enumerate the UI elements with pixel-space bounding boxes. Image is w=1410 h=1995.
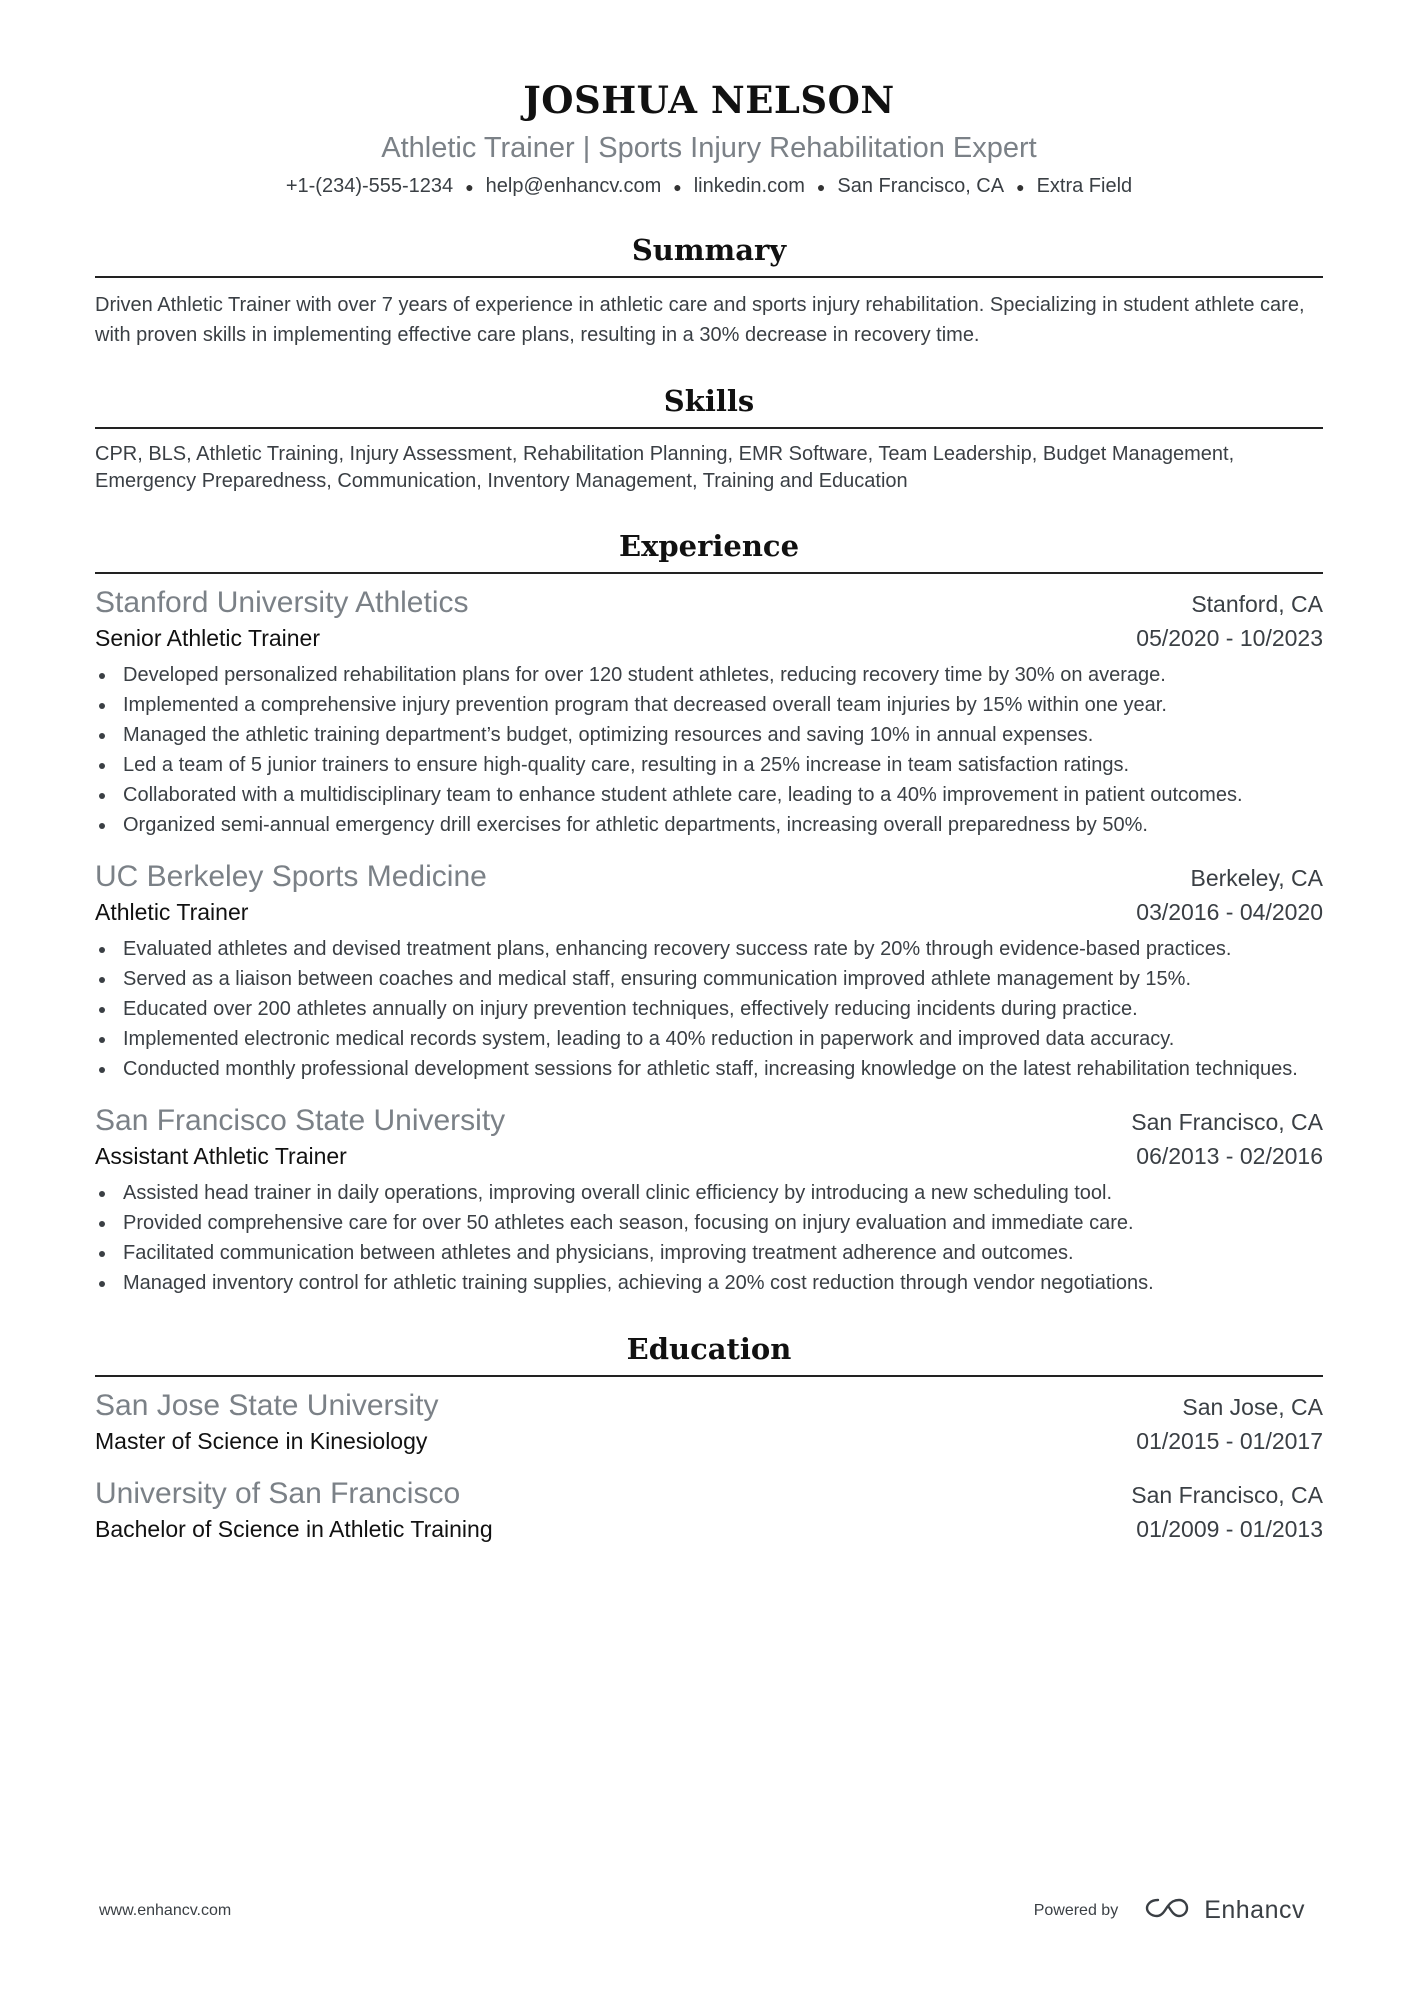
bullet-separator: ● bbox=[1016, 179, 1025, 196]
achievement-item: Assisted head trainer in daily operations, improving overall clinic efficiency by introducing a new scheduling tool. bbox=[95, 1178, 1323, 1208]
enhancv-brand-name: Enhancv bbox=[1204, 1896, 1305, 1924]
achievement-item: Served as a liaison between coaches and medical staff, ensuring communication improved athlete management by 15%. bbox=[95, 964, 1323, 994]
experience-section bbox=[95, 529, 1323, 1298]
job-dates: 06/2013 - 02/2016 bbox=[1136, 1142, 1323, 1169]
employer-name: San Francisco State University bbox=[95, 1103, 506, 1137]
employer-name: Stanford University Athletics bbox=[95, 585, 469, 619]
education-section bbox=[95, 1332, 1323, 1545]
powered-by-block bbox=[1034, 1896, 1305, 1925]
job-title: Athletic Trainer bbox=[95, 898, 249, 925]
experience-entry bbox=[95, 584, 1323, 840]
school-name: San Jose State University bbox=[95, 1388, 439, 1422]
summary-section bbox=[95, 233, 1323, 350]
achievement-item: Managed inventory control for athletic training supplies, achieving a 20% cost reduction through vendor negotiations. bbox=[95, 1268, 1323, 1298]
degree-title: Bachelor of Science in Athletic Training bbox=[95, 1515, 493, 1542]
achievement-item: Managed the athletic training department’s budget, optimizing resources and saving 10% in annual expenses. bbox=[95, 720, 1323, 750]
employer-location: San Francisco, CA bbox=[1131, 1108, 1323, 1135]
achievement-item: Conducted monthly professional development sessions for athletic staff, increasing knowledge on the latest rehabilitation techniques. bbox=[95, 1054, 1323, 1084]
skills-section bbox=[95, 384, 1323, 495]
experience-entry bbox=[95, 1102, 1323, 1298]
achievement-item: Collaborated with a multidisciplinary team to enhance student athlete care, leading to a 40% improvement in patient outcomes. bbox=[95, 780, 1323, 810]
achievement-item: Organized semi-annual emergency drill exercises for athletic departments, increasing overall preparedness by 50%. bbox=[95, 810, 1323, 840]
bullet-separator: ● bbox=[816, 179, 826, 196]
achievement-list bbox=[95, 1178, 1323, 1298]
degree-title: Master of Science in Kinesiology bbox=[95, 1427, 428, 1454]
job-dates: 03/2016 - 04/2020 bbox=[1136, 898, 1323, 925]
education-entry bbox=[95, 1475, 1323, 1545]
skills-text: CPR, BLS, Athletic Training, Injury Assessment, Rehabilitation Planning, EMR Software, Team Leadership, Budget Management, Emergency Preparedness, Communication, Inventory Management, Training and Education bbox=[95, 443, 1235, 493]
school-location: San Francisco, CA bbox=[1131, 1481, 1323, 1508]
achievement-item: Educated over 200 athletes annually on injury prevention techniques, effectively reducing incidents during practice. bbox=[95, 994, 1323, 1024]
achievement-item: Provided comprehensive care for over 50 athletes each season, focusing on injury evaluation and immediate care. bbox=[95, 1208, 1323, 1238]
achievement-list bbox=[95, 934, 1323, 1084]
resume-header bbox=[95, 80, 1323, 199]
school-name: University of San Francisco bbox=[95, 1476, 461, 1510]
employer-location: Berkeley, CA bbox=[1190, 864, 1323, 891]
achievement-item: Evaluated athletes and devised treatment plans, enhancing recovery success rate by 20% through evidence-based practices. bbox=[95, 934, 1323, 964]
footer-website-link[interactable]: www.enhancv.com bbox=[99, 1901, 232, 1919]
candidate-name: JOSHUA NELSON bbox=[523, 78, 895, 122]
achievement-item: Developed personalized rehabilitation plans for over 120 student athletes, reducing recovery time by 30% on average. bbox=[95, 660, 1323, 690]
contact-linkedin[interactable]: linkedin.com bbox=[693, 175, 805, 198]
enhancv-logo-icon bbox=[1144, 1896, 1190, 1925]
contact-location: San Francisco, CA bbox=[837, 175, 1005, 198]
section-title-skills: Skills bbox=[95, 384, 1323, 429]
achievement-item: Led a team of 5 junior trainers to ensure high-quality care, resulting in a 25% increase in team satisfaction ratings. bbox=[95, 750, 1323, 780]
contact-extra-field: Extra Field bbox=[1036, 175, 1133, 198]
job-title: Senior Athletic Trainer bbox=[95, 624, 321, 651]
section-title-experience: Experience bbox=[95, 529, 1323, 574]
employer-name: UC Berkeley Sports Medicine bbox=[95, 859, 487, 893]
summary-text: Driven Athletic Trainer with over 7 years of experience in athletic care and sports injury rehabilitation. Specializing in student athlete care, with proven skills in implementing effective care plans, resulting in a 30% decrease in recovery time. bbox=[95, 294, 1305, 347]
section-title-summary: Summary bbox=[95, 233, 1323, 278]
job-title: Assistant Athletic Trainer bbox=[95, 1142, 347, 1169]
achievement-item: Implemented a comprehensive injury prevention program that decreased overall team injuries by 15% within one year. bbox=[95, 690, 1323, 720]
education-dates: 01/2015 - 01/2017 bbox=[1136, 1427, 1323, 1454]
powered-by-label: Powered by bbox=[1033, 1901, 1119, 1919]
section-title-education: Education bbox=[95, 1332, 1323, 1377]
contact-email[interactable]: help@enhancv.com bbox=[485, 175, 662, 198]
education-entry bbox=[95, 1387, 1323, 1457]
school-location: San Jose, CA bbox=[1182, 1393, 1323, 1420]
job-dates: 05/2020 - 10/2023 bbox=[1136, 624, 1323, 651]
page-footer bbox=[99, 1896, 1305, 1925]
contact-phone: +1-(234)-555-1234 bbox=[285, 175, 454, 198]
contact-line bbox=[95, 173, 1323, 199]
experience-entry bbox=[95, 858, 1323, 1084]
employer-location: Stanford, CA bbox=[1191, 590, 1323, 617]
achievement-item: Facilitated communication between athletes and physicians, improving treatment adherence and outcomes. bbox=[95, 1238, 1323, 1268]
achievement-list bbox=[95, 660, 1323, 840]
achievement-item: Implemented electronic medical records system, leading to a 40% reduction in paperwork and improved data accuracy. bbox=[95, 1024, 1323, 1054]
bullet-separator: ● bbox=[465, 179, 474, 196]
bullet-separator: ● bbox=[673, 179, 682, 196]
education-dates: 01/2009 - 01/2013 bbox=[1136, 1515, 1323, 1542]
candidate-headline: Athletic Trainer | Sports Injury Rehabilitation Expert bbox=[381, 131, 1037, 164]
resume-page bbox=[95, 80, 1323, 1545]
